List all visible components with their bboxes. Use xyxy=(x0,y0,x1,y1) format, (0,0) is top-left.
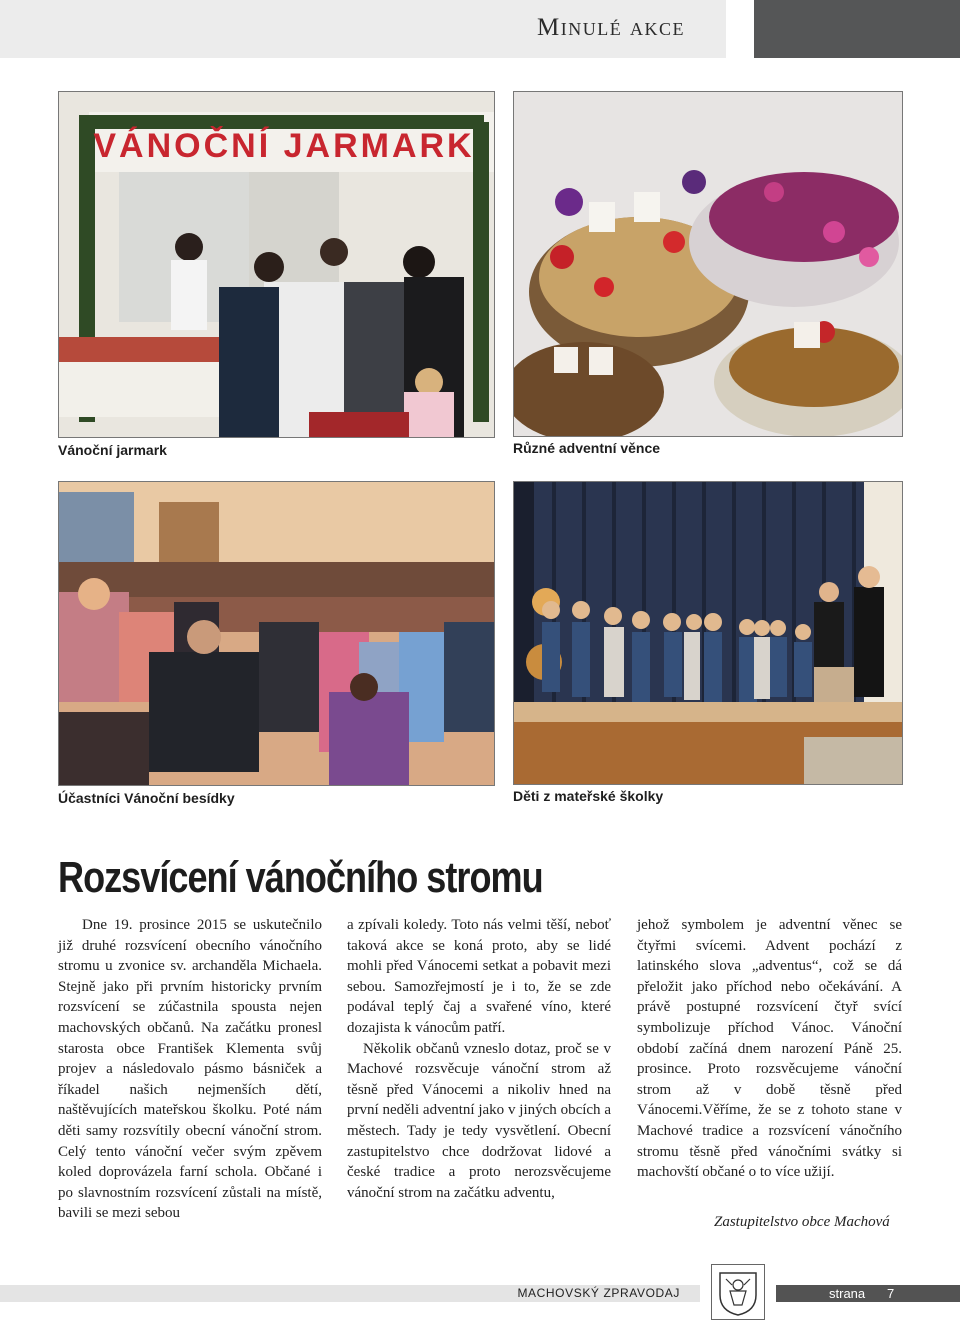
section-title: Minulé akce xyxy=(537,14,685,41)
article-paragraph: Dne 19. prosince 2015 se uskutečnilo již druhé rozsvícení obecního vánočního stromu u zvonice sv. archanděla Michaela. Stejně jako při prvním historicky prvním rozsvícení se zúčastnila spousta nejen machovských občanů. Na začátku pronesl starosta obce František Klementa svůj projev a následovalo pásmo básniček a říkadel našich nejmenších dětí, naštěvujících mateřskou školku. Poté nám děti samy rozsvítily obecní vánoční strom. Celý tento vánoční večer svým zpěvem koled doprovázela farní schola. Občané i po slavnostním rozsvícení zůstali na místě, bavili se mezi sebou xyxy=(58,917,322,1222)
header-accent-block xyxy=(754,0,960,58)
photo-caption-wreaths: Různé adventní věnce xyxy=(513,440,661,456)
article-paragraph: Několik občanů vzneslo dotaz, proč se v Machové rozsvěcuje vánoční strom až těsně před Vánocemi a nikoliv hned na první neděli adventní jako v jiných obcích a městech. Tady je tedy vysvětlení. Obecní zastupitelstvo chce dodržovat lidové a české tradice a proto nerozsvěcujeme vánoční strom na začátku adventu, xyxy=(347,1040,611,1201)
photo-advent-wreaths xyxy=(513,91,903,437)
article-signature: Zastupitelstvo obce Machová xyxy=(714,1214,890,1230)
page-label: strana xyxy=(829,1286,866,1301)
photo-caption-audience: Účastníci Vánoční besídky xyxy=(58,790,235,806)
village-emblem-icon xyxy=(711,1264,765,1320)
article-title: Rozsvícení vánočního stromu xyxy=(58,853,543,902)
photo-caption-kindergarten: Děti z mateřské školky xyxy=(513,788,664,804)
article-column-1 xyxy=(58,915,322,1224)
photo-christmas-market xyxy=(58,91,495,438)
page-number: 7 xyxy=(887,1286,895,1301)
article-paragraph: jehož symbolem je adventní věnec se čtyřmi svícemi. Advent pochází z latinského slova „adventus“, což se dá přeložit jako příchod nebo očekávání. A právě postupné rozsvícení čtyř svící symbolizuje příchod Vánoc. Vánoční období začíná dnem narození Páně 25. prosince. Proto rozsvěcujeme vánoční strom až v době těsně před Vánocemi.Věříme, že se z tohoto stane v Machové tradice a rozsvícení vánočního stromu těsně před vánočními svátky si machovští občané o to více užijí. xyxy=(637,917,902,1181)
photo-caption-market: Vánoční jarmark xyxy=(58,442,167,458)
footer-page-number xyxy=(776,1285,960,1302)
market-sign-text: VÁNOČNÍ JARMARK xyxy=(93,127,475,165)
photo-kindergarten-stage xyxy=(513,481,903,785)
article-column-2 xyxy=(347,915,611,1203)
article-column-3 xyxy=(637,915,902,1183)
photo-party-audience xyxy=(58,481,495,786)
article-paragraph: a zpívali koledy. Toto nás velmi těší, neboť taková akce se koná proto, aby se lidé mohli před Vánocemi setkat a pobavit mezi sebou. Samozřejmostí je i to, že se zde podával teplý čaj a svařené víno, které dozajista k vánocům patří. xyxy=(347,917,611,1036)
footer-publication-title: MACHOVSKÝ ZPRAVODAJ xyxy=(517,1286,680,1300)
